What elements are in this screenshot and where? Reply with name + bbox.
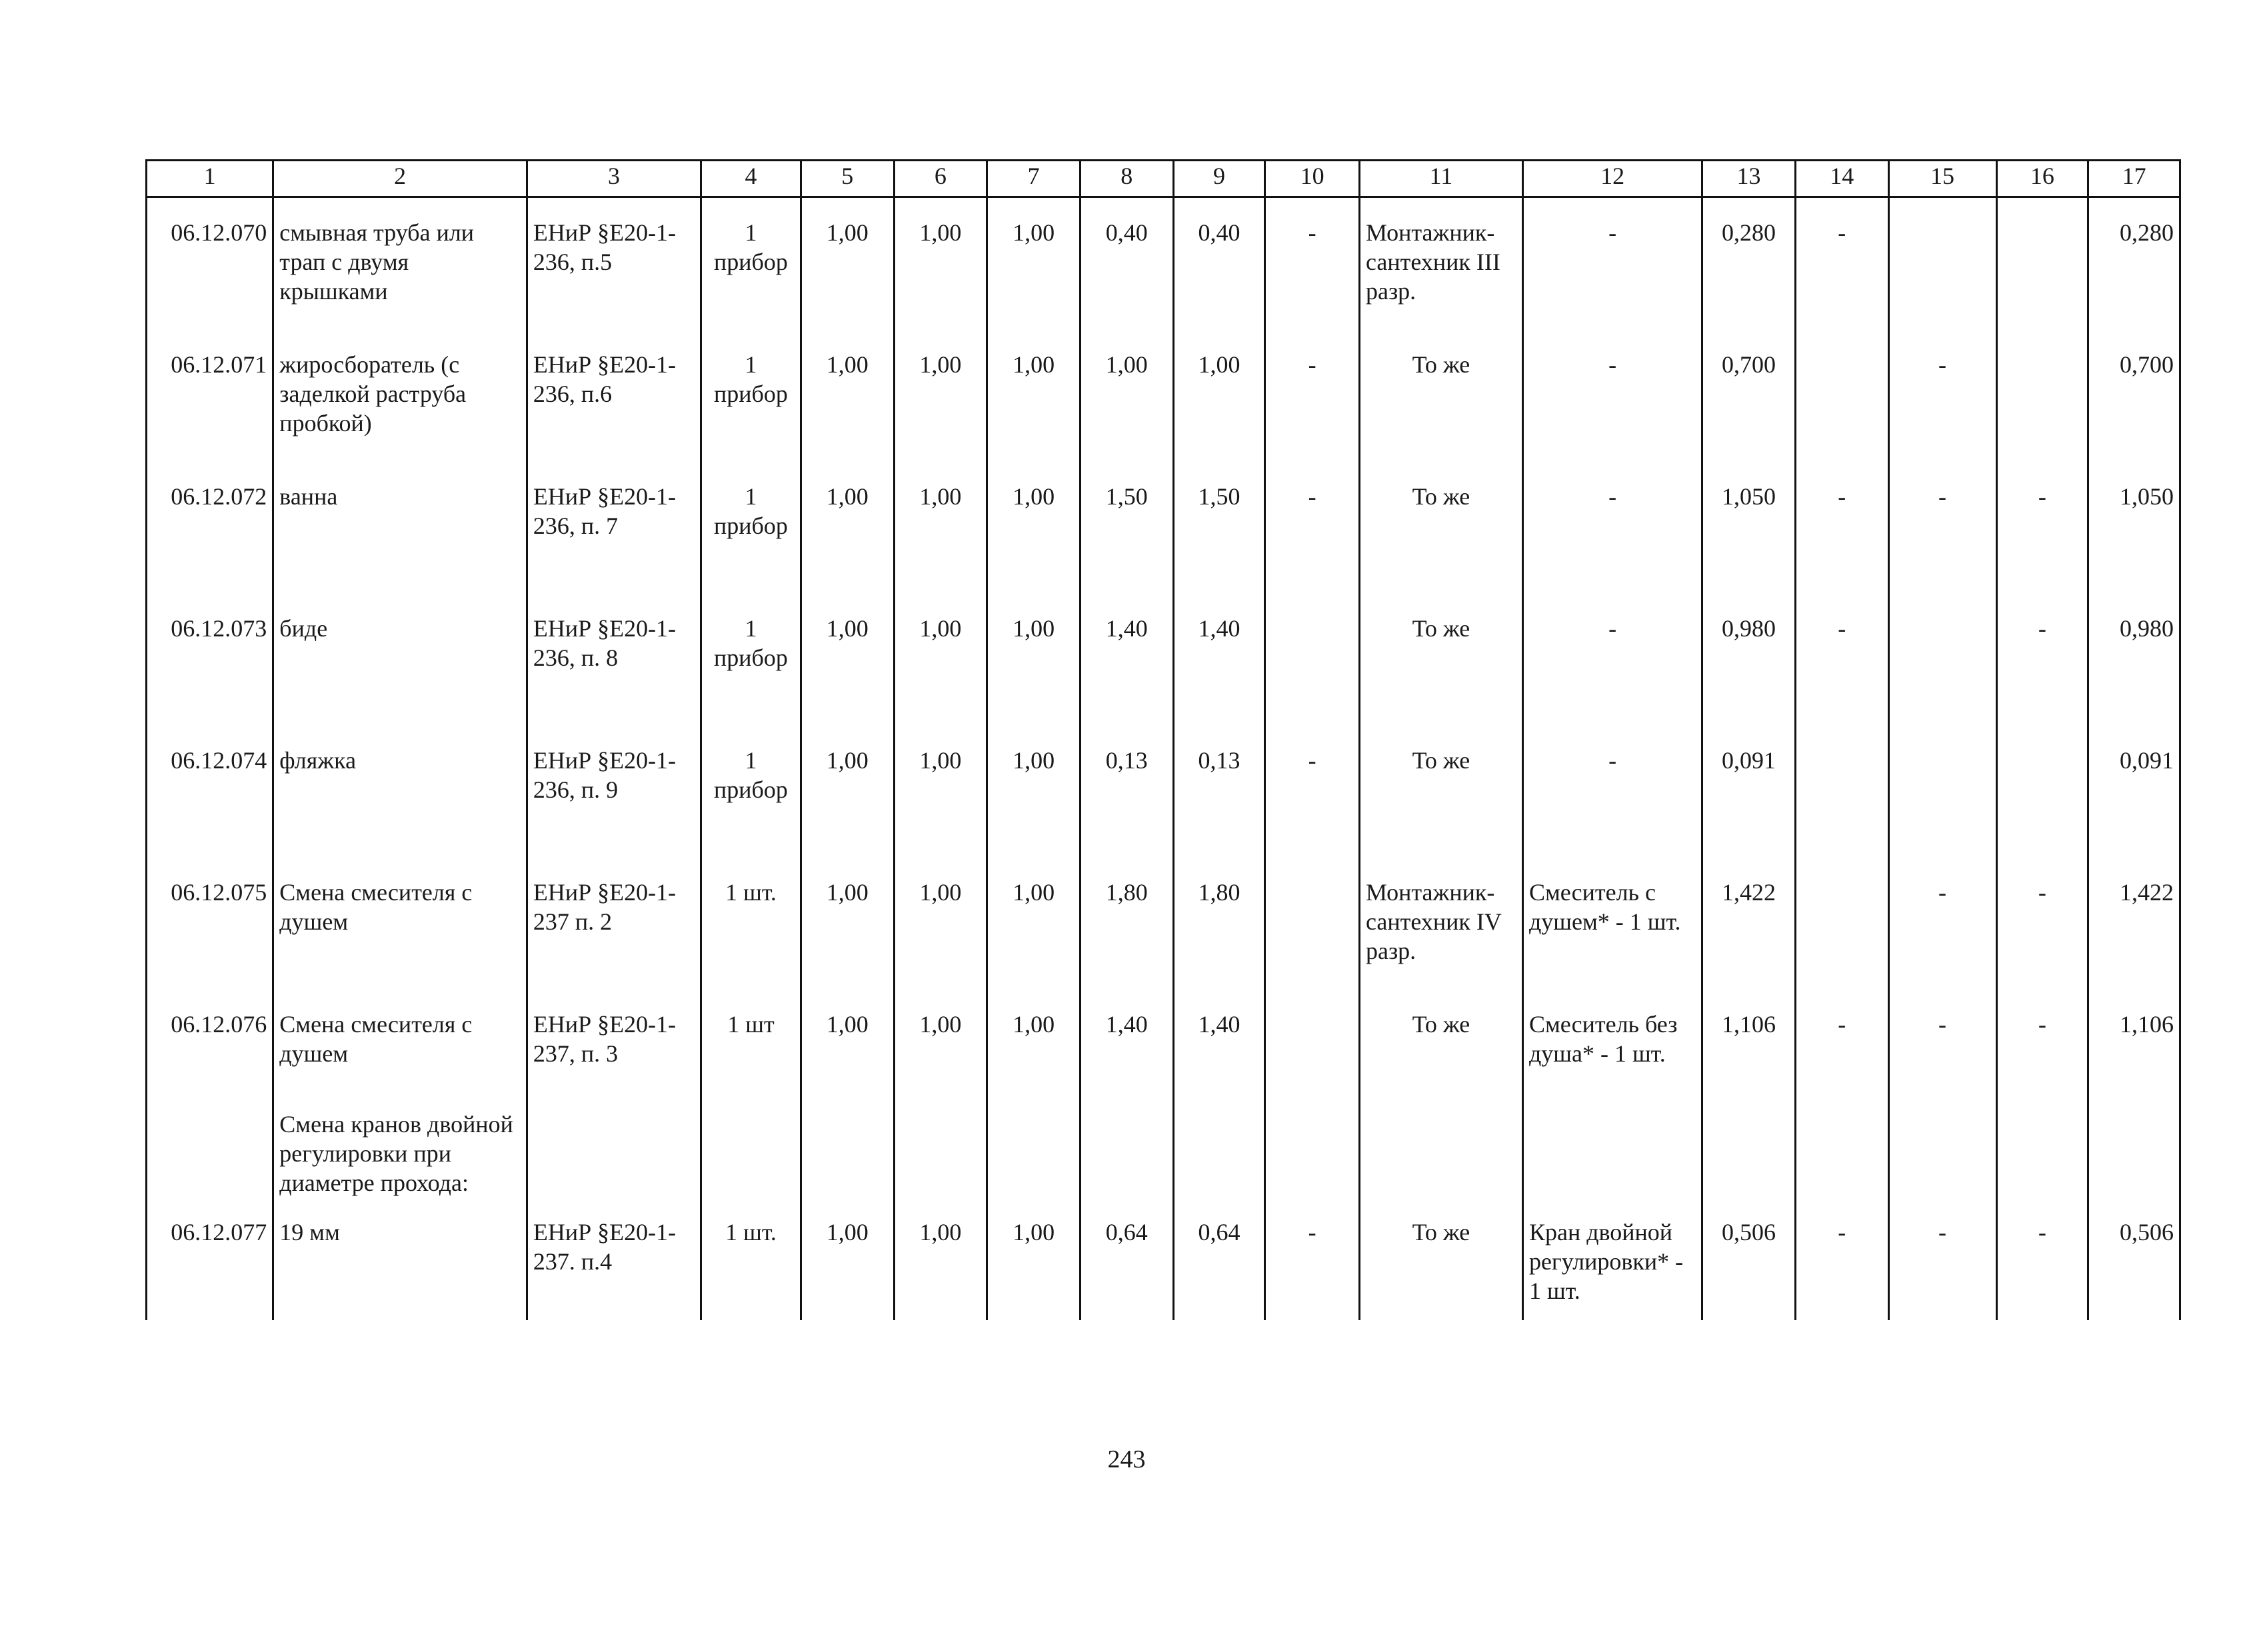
unit-cell: 1 прибор: [701, 594, 801, 726]
table-row: [147, 330, 2180, 462]
value-cell: [1888, 197, 1996, 331]
total-cell: 1,106: [2088, 990, 2180, 1090]
worker-cell: То же: [1359, 330, 1522, 462]
value-cell: [1996, 1090, 2088, 1198]
value-cell: 1,00: [894, 197, 987, 331]
column-number: 4: [701, 161, 801, 197]
value-cell: -: [1265, 726, 1360, 858]
value-cell: 1,00: [1080, 330, 1173, 462]
work-name-cell: жиросборатель (с заделкой раструба пробкой): [273, 330, 527, 462]
worker-cell: То же: [1359, 1198, 1522, 1320]
code-cell: 06.12.077: [147, 1198, 273, 1320]
total-cell: 0,506: [2088, 1198, 2180, 1320]
norm-reference-cell: [527, 1090, 701, 1198]
value-cell: 1,50: [1173, 462, 1265, 594]
material-cell: Смеситель с душем* - 1 шт.: [1522, 858, 1702, 990]
code-cell: 06.12.074: [147, 726, 273, 858]
worker-cell: То же: [1359, 990, 1522, 1090]
value-cell: 1,00: [987, 330, 1081, 462]
table-row: [147, 990, 2180, 1090]
value-cell: 1,00: [894, 462, 987, 594]
norm-reference-cell: ЕНиР §Е20-1-237 п. 2: [527, 858, 701, 990]
value-cell: 1,00: [987, 594, 1081, 726]
material-cell: [1522, 1090, 1702, 1198]
value-cell: [1265, 990, 1360, 1090]
material-cell: -: [1522, 462, 1702, 594]
work-name-cell: Смена смесителя с душем: [273, 858, 527, 990]
value-cell: [801, 1090, 894, 1198]
value-cell: 1,00: [894, 990, 987, 1090]
value-cell: [1702, 1090, 1796, 1198]
value-cell: -: [1996, 462, 2088, 594]
worker-cell: То же: [1359, 726, 1522, 858]
value-cell: [1996, 330, 2088, 462]
value-cell: -: [1795, 1198, 1888, 1320]
value-cell: -: [1888, 330, 1996, 462]
column-number: 8: [1080, 161, 1173, 197]
value-cell: 0,40: [1173, 197, 1265, 331]
column-number: 12: [1522, 161, 1702, 197]
value-cell: 1,00: [894, 594, 987, 726]
unit-cell: 1 шт.: [701, 858, 801, 990]
value-cell: 0,13: [1173, 726, 1265, 858]
value-cell: -: [1265, 330, 1360, 462]
column-number: 2: [273, 161, 527, 197]
material-cell: Кран двойной регулировки* - 1 шт.: [1522, 1198, 1702, 1320]
total-cell: [2088, 1090, 2180, 1198]
value-cell: [1888, 726, 1996, 858]
worker-cell: То же: [1359, 462, 1522, 594]
value-cell: [1173, 1090, 1265, 1198]
value-cell: [1265, 858, 1360, 990]
value-cell: 1,00: [987, 197, 1081, 331]
code-cell: 06.12.070: [147, 197, 273, 331]
code-cell: 06.12.072: [147, 462, 273, 594]
table-header-row: [147, 161, 2180, 197]
value-cell: -: [1795, 594, 1888, 726]
material-cell: -: [1522, 726, 1702, 858]
value-cell: -: [1996, 594, 2088, 726]
value-cell: 1,00: [987, 1198, 1081, 1320]
value-cell: 1,050: [1702, 462, 1796, 594]
material-cell: Смеситель без душа* - 1 шт.: [1522, 990, 1702, 1090]
value-cell: [1795, 726, 1888, 858]
total-cell: 0,280: [2088, 197, 2180, 331]
value-cell: 1,00: [894, 330, 987, 462]
unit-cell: 1 прибор: [701, 462, 801, 594]
value-cell: 0,13: [1080, 726, 1173, 858]
norms-table: [145, 159, 2181, 1320]
material-cell: -: [1522, 197, 1702, 331]
unit-cell: 1 прибор: [701, 197, 801, 331]
total-cell: 1,050: [2088, 462, 2180, 594]
value-cell: -: [1265, 197, 1360, 331]
value-cell: 1,40: [1173, 594, 1265, 726]
value-cell: -: [1795, 990, 1888, 1090]
value-cell: 1,00: [801, 594, 894, 726]
unit-cell: 1 прибор: [701, 726, 801, 858]
worker-cell: [1359, 1090, 1522, 1198]
value-cell: 1,00: [801, 726, 894, 858]
value-cell: 1,00: [987, 990, 1081, 1090]
value-cell: [1080, 1090, 1173, 1198]
unit-cell: 1 шт.: [701, 1198, 801, 1320]
value-cell: -: [1795, 197, 1888, 331]
work-name-cell: Смена смесителя с душем: [273, 990, 527, 1090]
total-cell: 0,091: [2088, 726, 2180, 858]
code-cell: 06.12.073: [147, 594, 273, 726]
value-cell: [1265, 594, 1360, 726]
value-cell: [1996, 197, 2088, 331]
worker-cell: То же: [1359, 594, 1522, 726]
column-number: 3: [527, 161, 701, 197]
work-name-cell: 19 мм: [273, 1198, 527, 1320]
value-cell: 1,00: [894, 726, 987, 858]
norm-reference-cell: ЕНиР §Е20-1-237, п. 3: [527, 990, 701, 1090]
value-cell: -: [1996, 990, 2088, 1090]
value-cell: -: [1996, 858, 2088, 990]
work-name-cell: смывная труба или трап с двумя крышками: [273, 197, 527, 331]
value-cell: 0,700: [1702, 330, 1796, 462]
page-number: 243: [1107, 1445, 1146, 1473]
code-cell: 06.12.071: [147, 330, 273, 462]
value-cell: 1,80: [1173, 858, 1265, 990]
table-row: [147, 1198, 2180, 1320]
value-cell: 1,00: [801, 197, 894, 331]
value-cell: 1,00: [801, 330, 894, 462]
column-number: 6: [894, 161, 987, 197]
value-cell: 0,64: [1080, 1198, 1173, 1320]
value-cell: -: [1996, 1198, 2088, 1320]
unit-cell: 1 шт: [701, 990, 801, 1090]
column-number: 9: [1173, 161, 1265, 197]
column-number: 17: [2088, 161, 2180, 197]
value-cell: -: [1888, 462, 1996, 594]
value-cell: -: [1888, 990, 1996, 1090]
value-cell: 1,40: [1080, 594, 1173, 726]
value-cell: [1795, 330, 1888, 462]
code-cell: 06.12.076: [147, 990, 273, 1090]
norm-reference-cell: ЕНиР §Е20-1-237. п.4: [527, 1198, 701, 1320]
unit-cell: [701, 1090, 801, 1198]
worker-cell: Монтажник-сантехник III разр.: [1359, 197, 1522, 331]
value-cell: -: [1795, 462, 1888, 594]
value-cell: 1,00: [987, 462, 1081, 594]
section-heading-cell: Смена кранов двойной регулировки при диаметре прохода:: [273, 1090, 527, 1198]
work-name-cell: фляжка: [273, 726, 527, 858]
total-cell: 0,700: [2088, 330, 2180, 462]
value-cell: [1795, 1090, 1888, 1198]
value-cell: [987, 1090, 1081, 1198]
value-cell: [1888, 1090, 1996, 1198]
unit-cell: 1 прибор: [701, 330, 801, 462]
table-row: [147, 1090, 2180, 1198]
column-number: 1: [147, 161, 273, 197]
column-number: 7: [987, 161, 1081, 197]
table-row: [147, 197, 2180, 331]
total-cell: 1,422: [2088, 858, 2180, 990]
material-cell: -: [1522, 594, 1702, 726]
value-cell: 1,00: [801, 990, 894, 1090]
column-number: 10: [1265, 161, 1360, 197]
value-cell: 1,80: [1080, 858, 1173, 990]
value-cell: -: [1265, 1198, 1360, 1320]
value-cell: 1,00: [801, 1198, 894, 1320]
column-number: 11: [1359, 161, 1522, 197]
value-cell: 0,091: [1702, 726, 1796, 858]
value-cell: 0,280: [1702, 197, 1796, 331]
value-cell: 1,00: [987, 726, 1081, 858]
value-cell: 1,40: [1080, 990, 1173, 1090]
norm-reference-cell: ЕНиР §Е20-1-236, п.6: [527, 330, 701, 462]
value-cell: [1265, 1090, 1360, 1198]
code-cell: 06.12.075: [147, 858, 273, 990]
column-number: 15: [1888, 161, 1996, 197]
column-number: 13: [1702, 161, 1796, 197]
value-cell: [1996, 726, 2088, 858]
norm-reference-cell: ЕНиР §Е20-1-236, п. 7: [527, 462, 701, 594]
value-cell: 1,40: [1173, 990, 1265, 1090]
work-name-cell: ванна: [273, 462, 527, 594]
norm-reference-cell: ЕНиР §Е20-1-236, п.5: [527, 197, 701, 331]
value-cell: 1,00: [894, 858, 987, 990]
value-cell: 1,422: [1702, 858, 1796, 990]
total-cell: 0,980: [2088, 594, 2180, 726]
value-cell: 0,980: [1702, 594, 1796, 726]
value-cell: -: [1265, 462, 1360, 594]
column-number: 5: [801, 161, 894, 197]
value-cell: 1,00: [801, 858, 894, 990]
value-cell: [894, 1090, 987, 1198]
value-cell: 1,00: [801, 462, 894, 594]
value-cell: 1,00: [1173, 330, 1265, 462]
table-row: [147, 594, 2180, 726]
value-cell: -: [1888, 1198, 1996, 1320]
value-cell: 0,40: [1080, 197, 1173, 331]
value-cell: 1,00: [894, 1198, 987, 1320]
value-cell: 0,64: [1173, 1198, 1265, 1320]
value-cell: [1795, 858, 1888, 990]
value-cell: 0,506: [1702, 1198, 1796, 1320]
value-cell: [1888, 594, 1996, 726]
code-cell: [147, 1090, 273, 1198]
value-cell: 1,106: [1702, 990, 1796, 1090]
norm-reference-cell: ЕНиР §Е20-1-236, п. 9: [527, 726, 701, 858]
work-name-cell: биде: [273, 594, 527, 726]
norm-reference-cell: ЕНиР §Е20-1-236, п. 8: [527, 594, 701, 726]
value-cell: 1,00: [987, 858, 1081, 990]
material-cell: -: [1522, 330, 1702, 462]
table-row: [147, 726, 2180, 858]
worker-cell: Монтажник-сантехник IV разр.: [1359, 858, 1522, 990]
table-row: [147, 462, 2180, 594]
column-number: 16: [1996, 161, 2088, 197]
value-cell: -: [1888, 858, 1996, 990]
table-row: [147, 858, 2180, 990]
value-cell: 1,50: [1080, 462, 1173, 594]
column-number: 14: [1795, 161, 1888, 197]
